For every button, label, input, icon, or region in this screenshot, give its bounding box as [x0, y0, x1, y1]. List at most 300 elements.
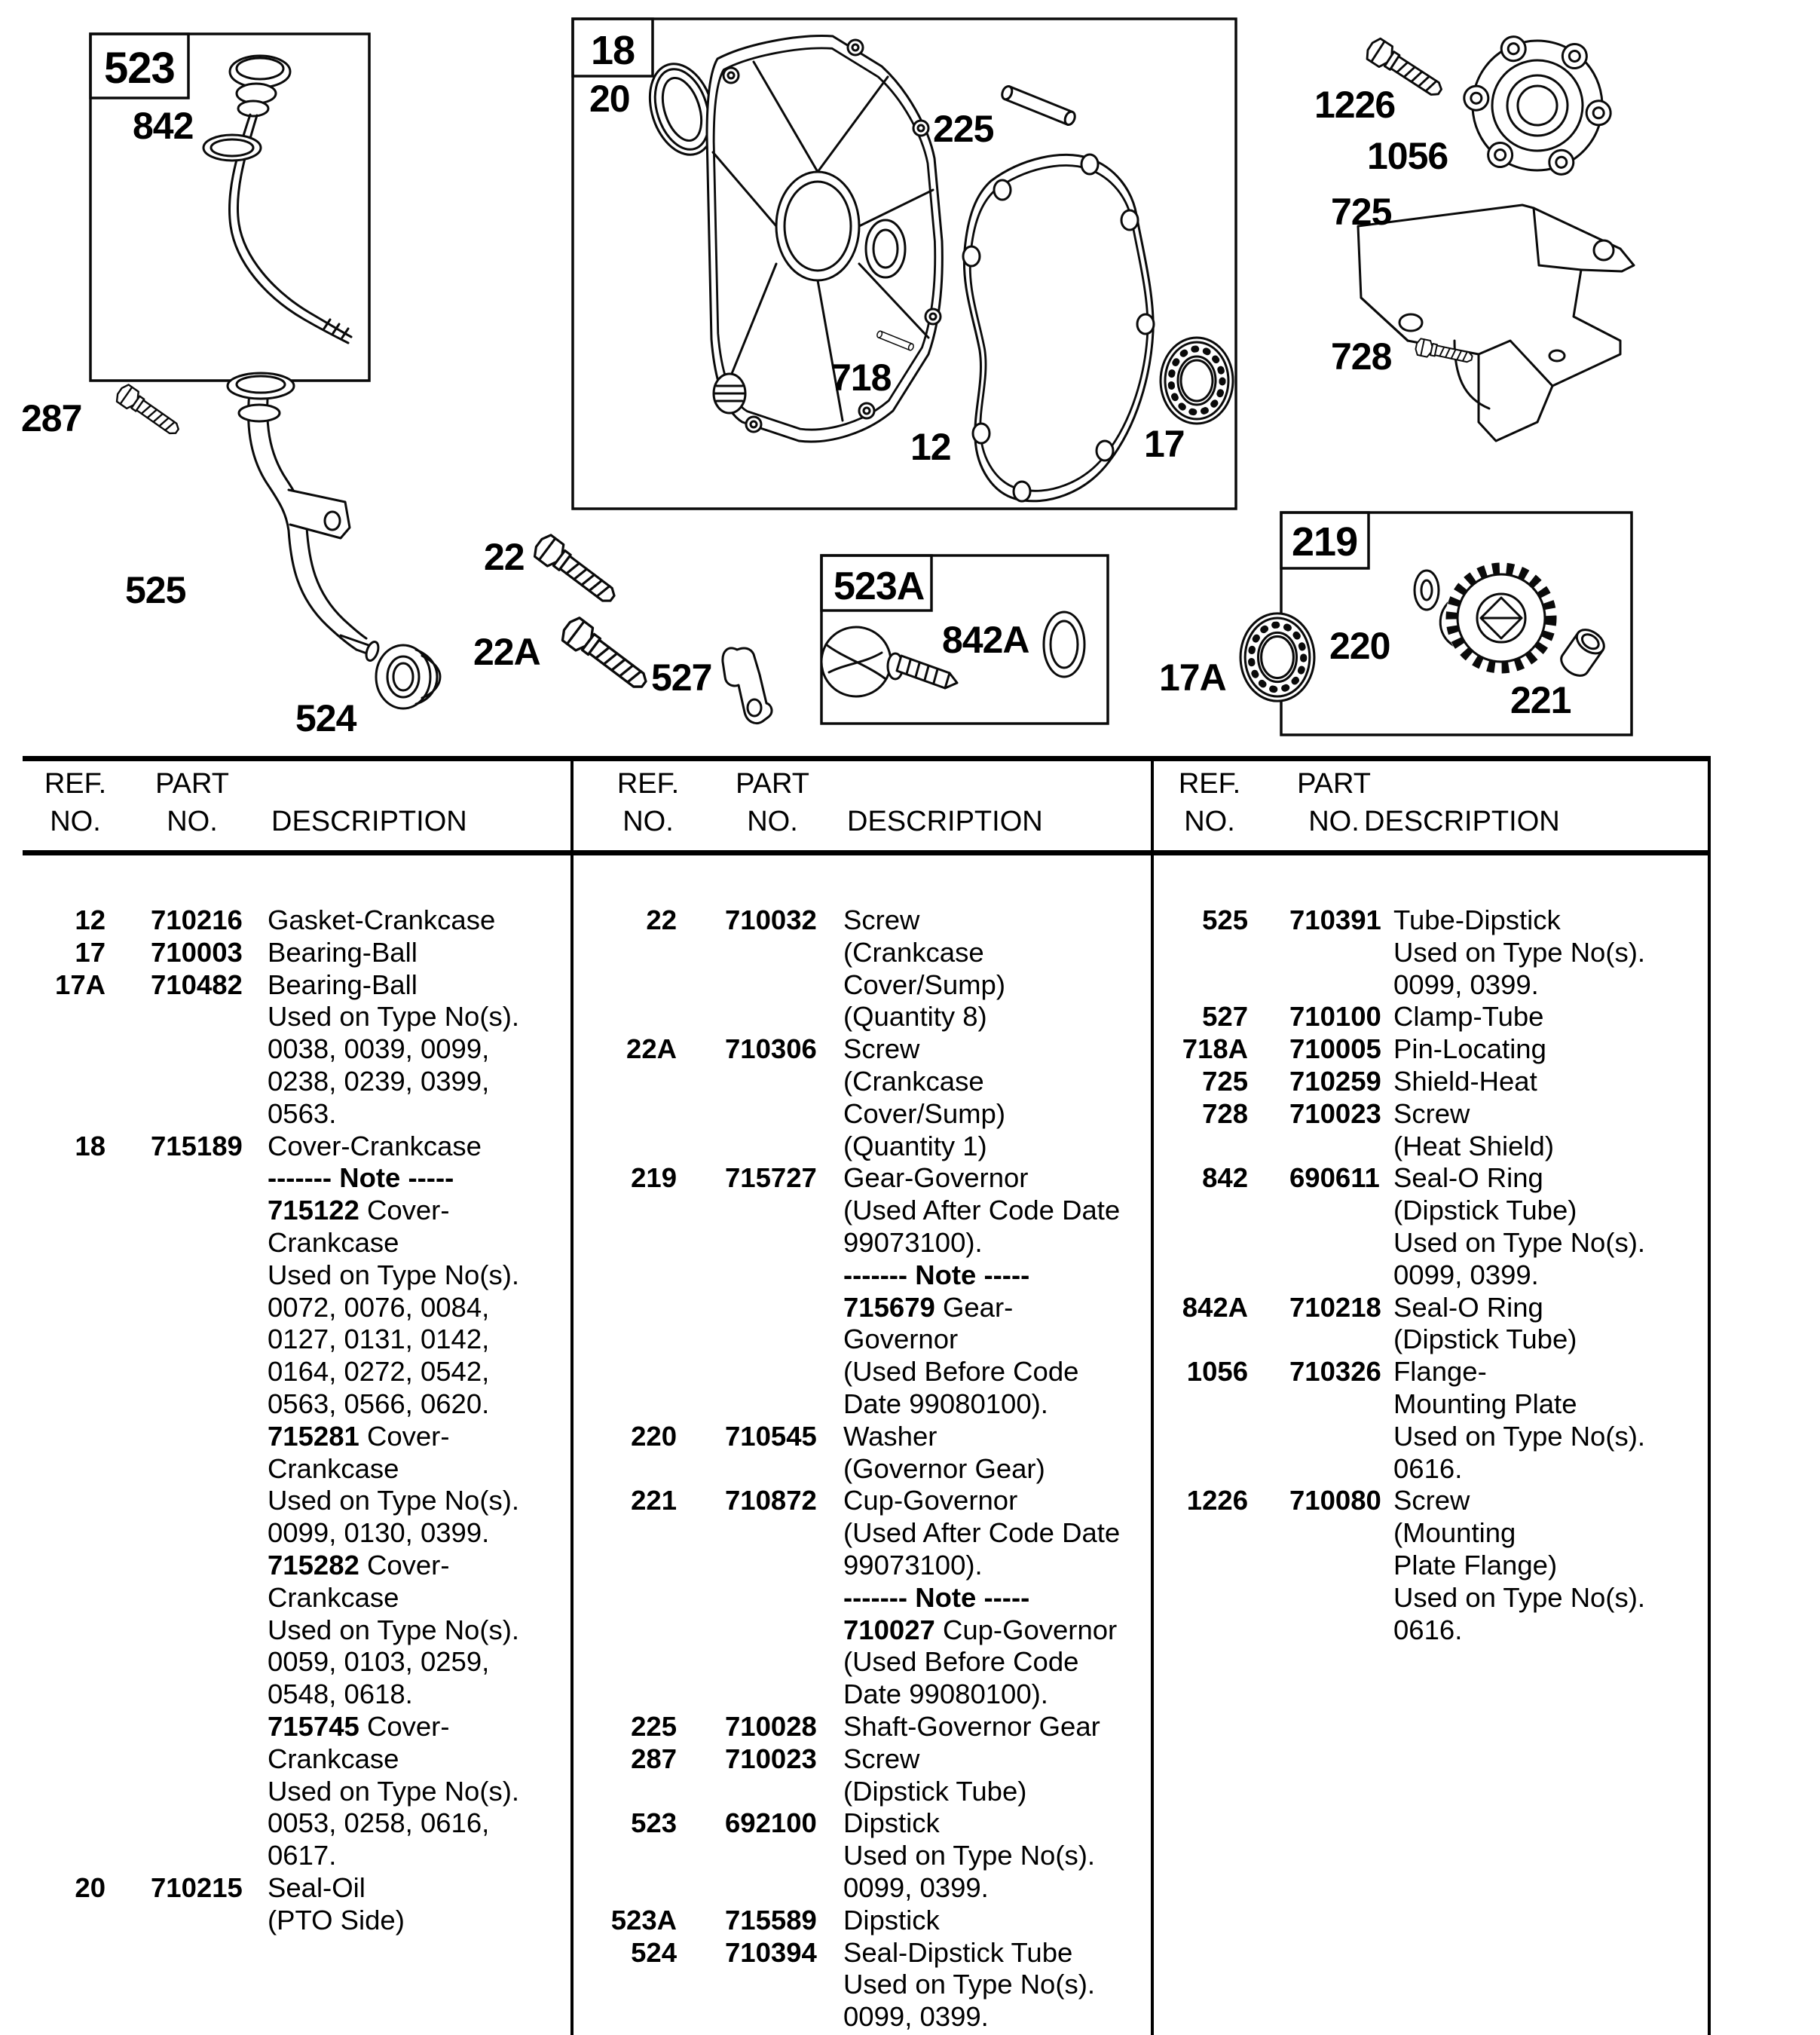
part-no: 710394	[725, 1936, 817, 1968]
part-no: 710259	[1289, 1065, 1381, 1097]
ref-no	[1157, 1227, 1248, 1259]
description: Crankcase	[268, 1581, 399, 1613]
description: Used on Type No(s).	[843, 1840, 1096, 1871]
part-no	[106, 1033, 268, 1066]
part-no	[106, 1550, 268, 1582]
description: (Heat Shield)	[1393, 1130, 1555, 1161]
callout-1226: 1226	[1314, 84, 1396, 126]
description: 0038, 0039, 0099,	[268, 1033, 490, 1065]
ref-no: 12	[75, 904, 106, 935]
ref-no	[580, 1453, 677, 1486]
callout-287: 287	[21, 397, 82, 439]
part-no	[677, 1098, 843, 1131]
ref-no	[23, 1678, 106, 1711]
ref-no: 17	[75, 936, 106, 968]
ref-no: 220	[631, 1420, 677, 1452]
callout-20: 20	[589, 78, 630, 120]
callout-12: 12	[910, 426, 951, 468]
description: (PTO Side)	[268, 1904, 405, 1936]
part-no	[677, 1678, 843, 1711]
description: 0099, 0399.	[1393, 969, 1539, 1000]
description: Used on Type No(s).	[268, 1259, 520, 1290]
ref-no	[1157, 1517, 1248, 1550]
part-no	[1248, 1582, 1393, 1614]
callout-842: 842	[133, 105, 194, 147]
header-description: DESCRIPTION	[271, 806, 467, 837]
description: Date 99080100).	[843, 1388, 1048, 1419]
ref-no: 18	[75, 1130, 106, 1161]
description: Seal-Dipstick Tube	[843, 1936, 1073, 1968]
part-no	[677, 1324, 843, 1356]
part-no	[106, 1388, 268, 1421]
callout-524: 524	[295, 697, 356, 739]
mounting-flange-1056-drawing	[1457, 25, 1619, 187]
description: 715745 Cover-	[268, 1710, 450, 1742]
description: 710027 Cup-Governor	[843, 1614, 1118, 1645]
ref-no: 718A	[1182, 1033, 1248, 1065]
part-no	[677, 1517, 843, 1550]
dipstick-523-drawing	[229, 56, 351, 343]
part-no	[677, 937, 843, 969]
description: Tube-Dipstick	[1393, 904, 1561, 935]
ref-no	[1157, 1388, 1248, 1421]
ref-no	[580, 1259, 677, 1292]
ref-no	[23, 1001, 106, 1033]
description: 715281 Cover-	[268, 1420, 450, 1452]
part-no	[677, 2001, 843, 2033]
ref-no	[1157, 969, 1248, 1002]
ref-no: 22A	[626, 1033, 677, 1065]
description: Crankcase	[268, 1452, 399, 1484]
part-no: 710326	[1289, 1356, 1381, 1388]
description: 0548, 0618.	[268, 1678, 413, 1710]
part-no: 710005	[1289, 1033, 1381, 1065]
description: Used on Type No(s).	[268, 1485, 520, 1516]
ref-no: 728	[1202, 1097, 1248, 1129]
ref-no	[23, 1356, 106, 1388]
description: (Crankcase	[843, 936, 984, 968]
parts-table	[0, 756, 1820, 2035]
description: Used on Type No(s).	[1393, 1420, 1646, 1452]
ref-no	[580, 1840, 677, 1872]
part-no	[106, 1485, 268, 1517]
part-no	[677, 1614, 843, 1647]
ref-no: 523	[631, 1807, 677, 1839]
description: 0563.	[268, 1097, 337, 1129]
ref-no	[23, 1743, 106, 1776]
part-no	[677, 1259, 843, 1292]
crankcase-cover-drawing	[707, 36, 942, 442]
part-no	[106, 1098, 268, 1131]
description: (Used After Code Date	[843, 1517, 1121, 1549]
part-no	[677, 1776, 843, 1808]
description: Used on Type No(s).	[268, 1001, 520, 1033]
part-no: 710391	[1289, 904, 1381, 935]
description: Screw	[843, 1743, 920, 1774]
ref-no	[23, 1646, 106, 1678]
header-part-no: NO.	[1308, 806, 1360, 837]
description: Gasket-Crankcase	[268, 904, 496, 935]
part-no	[1248, 1131, 1393, 1163]
ref-no	[580, 1582, 677, 1614]
description: Gear-Governor	[843, 1162, 1029, 1194]
ref-no	[580, 1098, 677, 1131]
ref-no: 22	[646, 904, 677, 935]
part-no	[677, 1292, 843, 1324]
description: (Quantity 1)	[843, 1130, 987, 1161]
part-no	[677, 1872, 843, 1905]
callout-220: 220	[1329, 625, 1390, 667]
ref-no	[23, 1033, 106, 1066]
ref-no	[23, 1485, 106, 1517]
o-ring-842-icon	[203, 135, 261, 161]
ref-no	[23, 1098, 106, 1131]
part-no: 710003	[151, 936, 243, 968]
seal-524-icon	[376, 645, 440, 708]
ref-no	[23, 1840, 106, 1872]
clamp-527-icon	[723, 648, 772, 724]
heat-shield-725-drawing	[1358, 205, 1634, 441]
description: ------- Note -----	[843, 1259, 1030, 1290]
part-no	[106, 1743, 268, 1776]
part-no	[106, 1905, 268, 1937]
part-no	[106, 1678, 268, 1711]
callout-728: 728	[1331, 335, 1392, 378]
ref-no: 225	[631, 1710, 677, 1742]
callout-525: 525	[125, 569, 186, 611]
callout-225: 225	[933, 108, 994, 150]
gasket-12-drawing	[963, 155, 1154, 501]
description: Seal-O Ring	[1393, 1162, 1543, 1194]
part-no	[1248, 1517, 1393, 1550]
description: Cover/Sump)	[843, 1097, 1006, 1129]
ref-no: 219	[631, 1162, 677, 1194]
part-no: 710215	[151, 1871, 243, 1903]
part-no	[677, 969, 843, 1002]
parts-column-2	[580, 904, 1142, 2033]
part-no	[1248, 1227, 1393, 1259]
part-no	[106, 1421, 268, 1453]
part-no: 710872	[725, 1485, 817, 1516]
part-no	[106, 1453, 268, 1486]
description: Used on Type No(s).	[843, 1969, 1096, 2000]
ref-no: 524	[631, 1936, 677, 1968]
ref-no: 221	[631, 1485, 677, 1516]
part-no: 710218	[1289, 1291, 1381, 1323]
ref-no	[23, 1066, 106, 1098]
o-ring-842A-icon	[1044, 612, 1084, 677]
ref-no: 20	[75, 1871, 106, 1903]
governor-cup-221-icon	[1557, 625, 1608, 681]
header-part: PART	[736, 768, 809, 800]
part-no	[106, 1614, 268, 1647]
ref-no: 842A	[1182, 1291, 1248, 1323]
ref-no	[23, 1421, 106, 1453]
description: (Quantity 8)	[843, 1001, 987, 1033]
ref-no	[1157, 1614, 1248, 1647]
part-no: 692100	[725, 1807, 817, 1839]
ref-no: 1056	[1186, 1356, 1248, 1388]
description: 0617.	[268, 1840, 337, 1871]
description: 0099, 0399.	[843, 1871, 989, 1903]
description: ------- Note -----	[268, 1162, 454, 1194]
callout-527: 527	[651, 656, 712, 699]
callout-221: 221	[1510, 679, 1571, 721]
ref-no: 527	[1202, 1001, 1248, 1033]
description: 0099, 0399.	[843, 2001, 989, 2033]
exploded-parts-diagram	[0, 0, 1820, 756]
callout-523: 523	[104, 44, 175, 93]
description: Governor	[843, 1324, 959, 1355]
ref-no	[580, 1324, 677, 1356]
callout-718: 718	[830, 357, 892, 399]
description: 0059, 0103, 0259,	[268, 1646, 490, 1678]
part-no	[106, 1162, 268, 1195]
ref-no	[23, 1388, 106, 1421]
part-no	[677, 1066, 843, 1098]
description: Screw	[843, 1033, 920, 1065]
part-no	[677, 1840, 843, 1872]
column-divider-2	[1151, 756, 1154, 2035]
part-no	[1248, 1388, 1393, 1421]
part-no	[106, 1001, 268, 1033]
description: Plate Flange)	[1393, 1549, 1558, 1581]
part-no	[106, 1840, 268, 1872]
part-no	[106, 1292, 268, 1324]
part-no: 710023	[725, 1743, 817, 1774]
part-no	[677, 1227, 843, 1259]
description: (Used After Code Date	[843, 1195, 1121, 1226]
part-no: 710032	[725, 904, 817, 935]
part-no	[1248, 1421, 1393, 1453]
ref-no	[580, 1292, 677, 1324]
part-no	[677, 1001, 843, 1033]
description: 715679 Gear-	[843, 1291, 1014, 1323]
part-no: 715189	[151, 1130, 243, 1161]
part-no: 710482	[151, 969, 243, 1000]
ref-no	[1157, 1131, 1248, 1163]
ref-no	[23, 1162, 106, 1195]
tube-dipstick-525-drawing	[228, 373, 381, 663]
header-ref: REF.	[44, 768, 107, 800]
description: 0072, 0076, 0084,	[268, 1291, 490, 1323]
ref-no	[580, 1356, 677, 1388]
part-no: 710306	[725, 1033, 817, 1065]
pin-225-icon	[1000, 85, 1076, 127]
description: Crankcase	[268, 1226, 399, 1258]
part-no	[106, 1356, 268, 1388]
ref-no: 525	[1202, 904, 1248, 935]
ref-no	[1157, 1453, 1248, 1486]
description: 715122 Cover-	[268, 1195, 450, 1226]
part-no: 690611	[1289, 1162, 1380, 1194]
callout-22A: 22A	[473, 631, 540, 673]
part-no	[106, 1807, 268, 1840]
ref-no	[1157, 1582, 1248, 1614]
ref-no	[580, 1066, 677, 1098]
bearing-17A-icon	[1240, 614, 1314, 701]
part-no: 715589	[725, 1904, 817, 1936]
ref-no: 1226	[1186, 1485, 1248, 1516]
description: Cover-Crankcase	[268, 1130, 482, 1161]
part-no	[106, 1646, 268, 1678]
ref-no	[23, 1550, 106, 1582]
ref-no	[23, 1582, 106, 1614]
description: Shield-Heat	[1393, 1065, 1537, 1097]
description: Cover/Sump)	[843, 969, 1006, 1000]
ref-no	[580, 1550, 677, 1582]
ref-no	[1157, 1195, 1248, 1227]
description: (Crankcase	[843, 1065, 984, 1097]
header-ref: REF.	[616, 768, 680, 800]
header-part: PART	[1297, 768, 1371, 800]
header-part-no: NO.	[167, 806, 218, 837]
part-no	[106, 1324, 268, 1356]
part-no	[1248, 937, 1393, 969]
ref-no: 842	[1202, 1162, 1248, 1194]
part-no	[1248, 1614, 1393, 1647]
part-no: 710023	[1289, 1097, 1381, 1129]
header-part-no: NO.	[747, 806, 798, 837]
part-no	[1248, 1195, 1393, 1227]
part-no	[106, 1711, 268, 1743]
part-no	[106, 1517, 268, 1550]
table-right-border	[1708, 756, 1711, 2035]
ref-no	[23, 1227, 106, 1259]
part-no	[677, 1453, 843, 1486]
description: 0099, 0130, 0399.	[268, 1517, 490, 1549]
ref-no	[23, 1292, 106, 1324]
part-no	[106, 1195, 268, 1227]
description: Screw	[1393, 1097, 1470, 1129]
ref-no	[580, 1001, 677, 1033]
description: Used on Type No(s).	[1393, 936, 1646, 968]
description: Washer	[843, 1420, 938, 1452]
description: Flange-	[1393, 1356, 1487, 1388]
header-ref-no: NO.	[50, 806, 101, 837]
part-no	[1248, 1324, 1393, 1356]
callout-17A: 17A	[1159, 656, 1226, 699]
part-no: 710100	[1289, 1001, 1381, 1033]
ref-no	[23, 1776, 106, 1808]
ref-no	[23, 1324, 106, 1356]
description: Shaft-Governor Gear	[843, 1710, 1100, 1742]
ref-no	[580, 969, 677, 1002]
callout-725: 725	[1331, 191, 1392, 233]
governor-gear-drawing	[1440, 562, 1557, 674]
part-no	[677, 1969, 843, 2001]
ref-no	[23, 1711, 106, 1743]
description: (Governor Gear)	[843, 1452, 1045, 1484]
screw-22-icon	[531, 532, 620, 609]
ref-no	[580, 1969, 677, 2001]
ref-no: 523A	[610, 1904, 677, 1936]
table-top-rule	[23, 756, 1711, 761]
part-no	[677, 1646, 843, 1678]
ref-no	[580, 1388, 677, 1421]
header-description: DESCRIPTION	[847, 806, 1043, 837]
ref-no	[1157, 1550, 1248, 1582]
screw-287-icon	[114, 383, 183, 440]
description: Seal-O Ring	[1393, 1291, 1543, 1323]
ref-no	[1157, 1259, 1248, 1292]
part-no	[677, 1131, 843, 1163]
description: 715282 Cover-	[268, 1549, 450, 1581]
ref-no	[1157, 937, 1248, 969]
description: 0053, 0258, 0616,	[268, 1807, 490, 1839]
description: (Dipstick Tube)	[1393, 1324, 1577, 1355]
header-ref: REF.	[1178, 768, 1241, 800]
description: Bearing-Ball	[268, 936, 418, 968]
description: Dipstick	[843, 1904, 940, 1936]
header-part: PART	[155, 768, 229, 800]
description: Screw	[1393, 1485, 1470, 1516]
callout-523A: 523A	[834, 565, 925, 608]
part-no: 710216	[151, 904, 243, 935]
ref-no	[580, 1678, 677, 1711]
part-no	[1248, 1259, 1393, 1292]
description: Date 99080100).	[843, 1678, 1048, 1710]
description: (Dipstick Tube)	[843, 1775, 1027, 1807]
ref-no	[580, 1517, 677, 1550]
header-ref-no: NO.	[1184, 806, 1235, 837]
part-no: 715727	[725, 1162, 817, 1194]
part-no	[677, 1550, 843, 1582]
part-no	[677, 1582, 843, 1614]
description: Cup-Governor	[843, 1485, 1018, 1516]
part-no	[677, 1356, 843, 1388]
column-divider-1	[570, 756, 574, 2035]
description: Used on Type No(s).	[1393, 1226, 1646, 1258]
description: 99073100).	[843, 1549, 983, 1581]
parts-column-1	[23, 904, 550, 1937]
part-no	[1248, 1453, 1393, 1486]
ref-no	[23, 1905, 106, 1937]
description: 0238, 0239, 0399,	[268, 1065, 490, 1097]
description: ------- Note -----	[843, 1581, 1030, 1613]
part-no	[106, 1776, 268, 1808]
description: Crankcase	[268, 1743, 399, 1774]
description: 0563, 0566, 0620.	[268, 1388, 490, 1419]
part-no	[106, 1227, 268, 1259]
ref-no	[23, 1807, 106, 1840]
ref-no: 287	[631, 1743, 677, 1774]
parts-column-3	[1157, 904, 1703, 1646]
ref-no	[580, 1227, 677, 1259]
ref-no	[580, 1646, 677, 1678]
description: Clamp-Tube	[1393, 1001, 1544, 1033]
description: 0616.	[1393, 1452, 1463, 1484]
part-no: 710545	[725, 1420, 817, 1452]
callout-18: 18	[591, 28, 635, 73]
screw-22A-icon	[558, 615, 652, 696]
dipstick-523A-drawing	[821, 627, 957, 696]
part-no	[106, 1582, 268, 1614]
description: Screw	[843, 904, 920, 935]
ref-no	[580, 1131, 677, 1163]
part-no	[106, 1066, 268, 1098]
part-no	[677, 1388, 843, 1421]
ref-no	[580, 1614, 677, 1647]
ref-no	[580, 2001, 677, 2033]
callout-842A: 842A	[942, 619, 1029, 661]
ref-no	[1157, 1324, 1248, 1356]
description: 0616.	[1393, 1614, 1463, 1645]
ref-no	[23, 1259, 106, 1292]
callout-22: 22	[484, 536, 525, 578]
header-ref-no: NO.	[622, 806, 674, 837]
ref-no: 725	[1202, 1065, 1248, 1097]
